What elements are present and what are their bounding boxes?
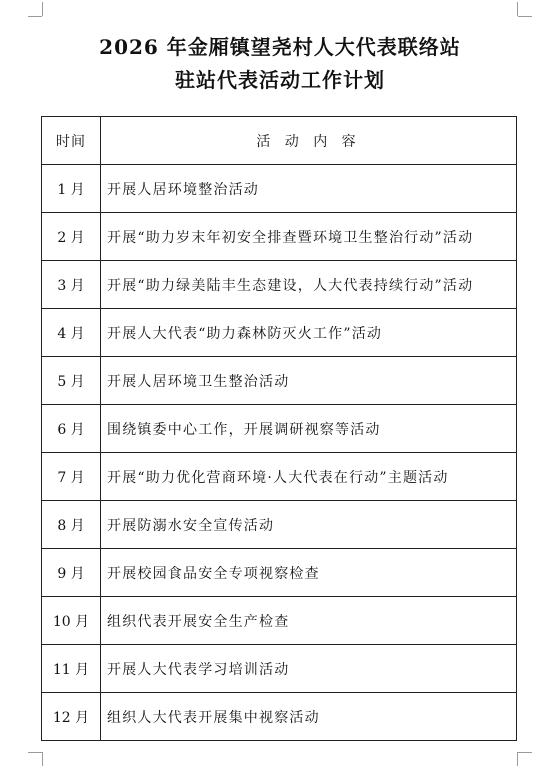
activity-cell: 开展防溺水安全宣传活动 [101, 501, 517, 549]
month-cell: 12 月 [42, 693, 101, 741]
activity-cell: 组织人大代表开展集中视察活动 [101, 693, 517, 741]
crop-mark-top-left-v [42, 2, 43, 16]
crop-mark-top-left-h [28, 16, 42, 17]
activity-cell: 组织代表开展安全生产检查 [101, 597, 517, 645]
table-row [42, 405, 517, 453]
month-cell: 9 月 [42, 549, 101, 597]
plan-table [41, 116, 517, 741]
table-row [42, 549, 517, 597]
table-row [42, 165, 517, 213]
activity-cell: 开展人居环境整治活动 [101, 165, 517, 213]
month-cell: 5 月 [42, 357, 101, 405]
table-row [42, 693, 517, 741]
table-row [42, 597, 517, 645]
document-title-line1: 2026 年金厢镇望尧村人大代表联络站 [99, 35, 461, 59]
table-row [42, 501, 517, 549]
document-title-line2: 驻站代表活动工作计划 [175, 68, 385, 92]
crop-mark-bottom-left-h [28, 752, 42, 753]
activity-cell: 开展校园食品安全专项视察检查 [101, 549, 517, 597]
activity-cell: 开展人大代表“助力森林防灭火工作”活动 [101, 309, 517, 357]
activity-cell: 开展“助力绿美陆丰生态建设，人大代表持续行动”活动 [101, 261, 517, 309]
header-time: 时间 [42, 117, 101, 165]
table-row [42, 261, 517, 309]
month-cell: 3 月 [42, 261, 101, 309]
table-row [42, 453, 517, 501]
month-cell: 10 月 [42, 597, 101, 645]
activity-cell: 开展人居环境卫生整治活动 [101, 357, 517, 405]
month-cell: 6 月 [42, 405, 101, 453]
activity-cell: 开展“助力岁末年初安全排查暨环境卫生整治行动”活动 [101, 213, 517, 261]
activity-cell: 开展“助力优化营商环境·人大代表在行动”主题活动 [101, 453, 517, 501]
table-row [42, 309, 517, 357]
header-activity: 活 动 内 容 [101, 117, 517, 165]
activity-cell: 围绕镇委中心工作，开展调研视察等活动 [101, 405, 517, 453]
month-cell: 4 月 [42, 309, 101, 357]
crop-mark-bottom-right-h [518, 752, 532, 753]
month-cell: 8 月 [42, 501, 101, 549]
month-cell: 1 月 [42, 165, 101, 213]
month-cell: 11 月 [42, 645, 101, 693]
month-cell: 7 月 [42, 453, 101, 501]
table-row [42, 357, 517, 405]
month-cell: 2 月 [42, 213, 101, 261]
crop-mark-bottom-left-v [42, 752, 43, 766]
crop-mark-top-right-h [518, 16, 532, 17]
table-header-row [42, 117, 517, 165]
crop-mark-bottom-right-v [517, 752, 518, 766]
crop-mark-top-right-v [517, 2, 518, 16]
table-row [42, 645, 517, 693]
activity-cell: 开展人大代表学习培训活动 [101, 645, 517, 693]
table-row [42, 213, 517, 261]
